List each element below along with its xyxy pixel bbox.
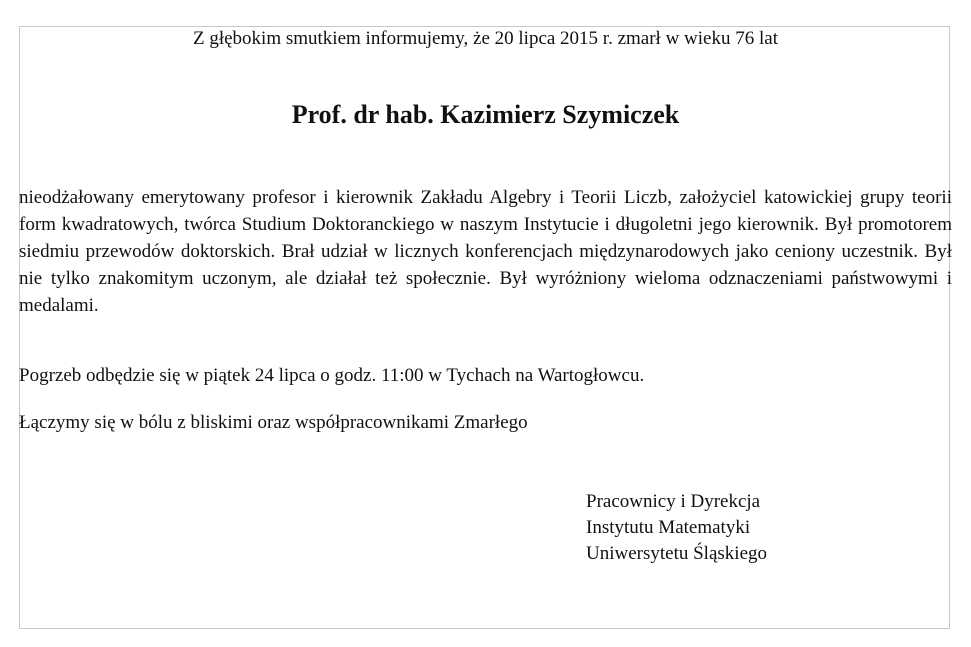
condolence-text: Łączymy się w bólu z bliskimi oraz współpracownikami Zmarłego [19,412,528,433]
signature-line-2: Instytutu Matematyki [586,517,751,538]
signature-block [586,489,767,567]
signature-line-1: Pracownicy i Dyrekcja [586,491,761,512]
intro-text: Z głębokim smutkiem informujemy, że 20 lipca 2015 r. zmarł w wieku 76 lat [192,28,778,49]
funeral-info: Pogrzeb odbędzie się w piątek 24 lipca o godz. 11:00 w Tychach na Wartogłowcu. [19,365,645,386]
biography-paragraph: nieodżałowany emerytowany profesor i kierownik Zakładu Algebry i Teorii Liczb, założyciel katowickiej grupy teorii form kwadratowych, twórca Studium Doktoranckiego w naszym Instytucie i długoletni jego kierownik. Był promotorem siedmiu przewodów doktorskich. Brał udział w licznych konferencjach międzynarodowych jako ceniony uczestnik. Był nie tylko znakomitym uczonym, ale działał też społecznie. Był wyróżniony wieloma odznaczeniami państwowymi i medalami. [19,187,952,316]
deceased-name: Prof. dr hab. Kazimierz Szymiczek [291,100,680,129]
signature-line-3: Uniwersytetu Śląskiego [586,543,768,564]
